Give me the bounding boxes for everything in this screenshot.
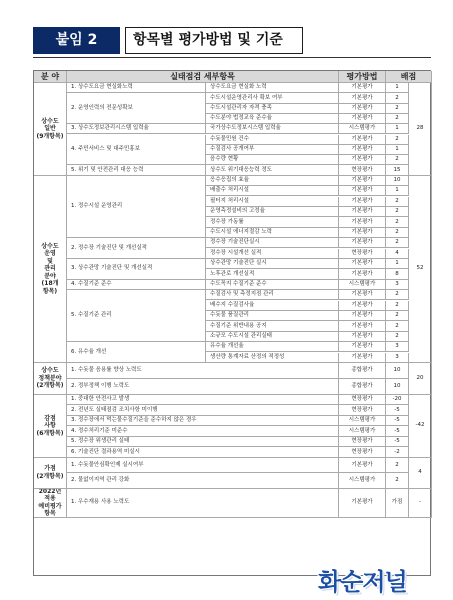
- header-score: 배점: [386, 71, 432, 83]
- method-cell: 기본평가: [339, 114, 386, 124]
- method-cell: 종합평가: [339, 379, 386, 395]
- sub-item: 정수장 가동률: [206, 217, 339, 227]
- method-cell: 기본평가: [339, 197, 386, 207]
- item-label: 2. 전년도 실태점검 조치사항 미이행: [67, 405, 339, 416]
- score-cell: 2: [386, 458, 409, 474]
- sub-item: 상수도 위기대응능력 정도: [206, 165, 339, 175]
- sub-item: 필터지 처리시설: [206, 197, 339, 207]
- method-cell: 기본평가: [339, 228, 386, 238]
- method-cell: 기본평가: [339, 135, 386, 145]
- category-cell: 상수도 정책분야 (2개항목): [34, 363, 67, 395]
- score-cell: 2: [386, 301, 409, 311]
- sub-item: 정수장 시설개선 실적: [206, 249, 339, 259]
- total-score-cell: 20: [409, 363, 432, 395]
- sub-item: 배수지 수질검사율: [206, 301, 339, 311]
- section-header: [33, 27, 428, 55]
- score-cell: 가점: [386, 489, 409, 518]
- item-label: 5. 정수장 위생관리 실태: [67, 437, 339, 448]
- method-cell: 기본평가: [339, 207, 386, 217]
- sub-item: 수돗물민원 건수: [206, 135, 339, 145]
- item-label: 6. 유수율 개선: [67, 342, 206, 363]
- page-title: 항목별 평가방법 및 기준: [125, 27, 303, 54]
- method-cell: 현장평가: [339, 249, 386, 259]
- score-cell: 10: [386, 379, 409, 395]
- method-cell: 기본평가: [339, 489, 386, 518]
- item-label: 1. 상수도요금 현실화노력: [67, 83, 206, 93]
- method-cell: 기본평가: [339, 93, 386, 103]
- header-category: 분 야: [34, 71, 67, 83]
- sub-item: 생산량 통계자료 산정의 적정성: [206, 353, 339, 363]
- score-cell: -5: [386, 426, 409, 437]
- score-cell: 1: [386, 186, 409, 196]
- score-cell: -5: [386, 437, 409, 448]
- category-cell: 상수도 일반 (9개항목): [34, 83, 67, 176]
- method-cell: 기본평가: [339, 301, 386, 311]
- total-score-cell: 4: [409, 458, 432, 489]
- attachment-badge: 붙임 2: [33, 27, 120, 54]
- category-cell: 상수도 운영 및 관리 분야 (18개 항목): [34, 176, 67, 363]
- score-cell: 2: [386, 93, 409, 103]
- method-cell: 현장평가: [339, 165, 386, 175]
- item-label: 4. 수질기준 준수: [67, 280, 206, 290]
- method-cell: 기본평가: [339, 238, 386, 248]
- item-label: 2. 정부정책 이행 노력도: [67, 379, 339, 395]
- item-label: 4. 주민서비스 및 대주민홍보: [67, 135, 206, 166]
- item-label: 4. 정수처리기준 미준수: [67, 426, 339, 437]
- method-cell: 기본평가: [339, 342, 386, 352]
- sub-item: 정수장 기술진단실시: [206, 238, 339, 248]
- score-cell: -5: [386, 416, 409, 427]
- item-label: 5. 수질기준 관리: [67, 290, 206, 342]
- score-cell: 2: [386, 207, 409, 217]
- method-cell: 시스템평가: [339, 473, 386, 489]
- header-items: 실태점검 세부항목: [67, 71, 339, 83]
- score-cell: 8: [386, 269, 409, 279]
- sub-item: 소규모 수도시설 관리실태: [206, 332, 339, 342]
- method-cell: 현장평가: [339, 405, 386, 416]
- sub-item: 응수응집의 효율: [206, 176, 339, 186]
- score-cell: 2: [386, 332, 409, 342]
- category-cell: 감점 사항 (6개항목): [34, 395, 67, 458]
- score-cell: -2: [386, 447, 409, 458]
- score-cell: 2: [386, 473, 409, 489]
- score-cell: 2: [386, 228, 409, 238]
- sub-item: 수도꼭지 수질기준 준수: [206, 280, 339, 290]
- score-cell: 15: [386, 165, 409, 175]
- score-cell: 3: [386, 342, 409, 352]
- total-score-cell: -: [409, 489, 432, 518]
- score-cell: 10: [386, 176, 409, 186]
- item-label: 1. 정수시설 운영관리: [67, 176, 206, 238]
- total-score-cell: 52: [409, 176, 432, 363]
- score-cell: 2: [386, 321, 409, 331]
- score-cell: 10: [386, 363, 409, 379]
- total-score-cell: -42: [409, 395, 432, 458]
- method-cell: 기본평가: [339, 332, 386, 342]
- item-label: 3. 상수도정보관리시스템 입력율: [67, 124, 206, 134]
- item-label: 2. 정수장 기술진단 및 개선실적: [67, 238, 206, 259]
- score-cell: 3: [386, 280, 409, 290]
- sub-item: 수도시설 에너지절감 노력: [206, 228, 339, 238]
- item-label: 2. 운영인력의 전문성확보: [67, 93, 206, 124]
- item-label: 6. 기술진단 결과용역 미실시: [67, 447, 339, 458]
- method-cell: 기본평가: [339, 145, 386, 155]
- sub-item: 상수도요금 현실화 노력: [206, 83, 339, 93]
- method-cell: 기본평가: [339, 104, 386, 114]
- score-cell: 2: [386, 135, 409, 145]
- method-cell: 종합평가: [339, 363, 386, 379]
- method-cell: 기본평가: [339, 353, 386, 363]
- item-label: 1. 수돗물 음용률 향상 노력도: [67, 363, 339, 379]
- method-cell: 시스템평가: [339, 416, 386, 427]
- score-cell: 4: [386, 249, 409, 259]
- method-cell: 현장평가: [339, 395, 386, 406]
- item-label: 1. 우수재용 사용 노력도: [67, 489, 339, 518]
- header-divider: [33, 57, 431, 58]
- sub-item: 국가상수도정보시스템 입력율: [206, 124, 339, 134]
- item-label: 1. 중대한 안전사고 발생: [67, 395, 339, 406]
- sub-item: 상수관망 기술진단 실시: [206, 259, 339, 269]
- method-cell: 시스템평가: [339, 124, 386, 134]
- method-cell: 기본평가: [339, 321, 386, 331]
- method-cell: 현장평가: [339, 437, 386, 448]
- score-cell: 2: [386, 104, 409, 114]
- method-cell: 기본평가: [339, 217, 386, 227]
- category-cell: 2022년 적용 예비평가 항목: [34, 489, 67, 518]
- sub-item: 수질검사 공개여부: [206, 145, 339, 155]
- sub-item: 수돗물 품질관리: [206, 311, 339, 321]
- method-cell: 기본평가: [339, 290, 386, 300]
- method-cell: 기본평가: [339, 83, 386, 93]
- score-cell: 1: [386, 259, 409, 269]
- method-cell: 기본평가: [339, 458, 386, 474]
- method-cell: 기본평가: [339, 259, 386, 269]
- item-label: 1. 수돗물안심확인제 실시여부: [67, 458, 339, 474]
- method-cell: 시스템평가: [339, 426, 386, 437]
- score-cell: 1: [386, 124, 409, 134]
- score-cell: 2: [386, 311, 409, 321]
- sub-item: 배출수 처리시설: [206, 186, 339, 196]
- evaluation-table: [33, 70, 431, 576]
- watermark-logo: 화순저널: [318, 568, 407, 596]
- sub-item: 음수량 현황: [206, 155, 339, 165]
- sub-item: 운영측정설비의 고정율: [206, 207, 339, 217]
- total-score-cell: 28: [409, 83, 432, 176]
- method-cell: 현장평가: [339, 447, 386, 458]
- method-cell: 기본평가: [339, 176, 386, 186]
- score-cell: 2: [386, 290, 409, 300]
- score-cell: 3: [386, 353, 409, 363]
- item-label: 5. 위기 및 안전관리 대응 능력: [67, 165, 206, 175]
- item-label: 3. 정수장에서 먹는물수질기준을 준수하지 않은 경우: [67, 416, 339, 427]
- score-cell: 2: [386, 197, 409, 207]
- method-cell: 기본평가: [339, 186, 386, 196]
- score-cell: -20: [386, 395, 409, 406]
- method-cell: 기본평가: [339, 269, 386, 279]
- sub-item: 유수율 개선율: [206, 342, 339, 352]
- item-label: 3. 상수관망 기술진단 및 개선실적: [67, 259, 206, 280]
- category-cell: 가점 (2개항목): [34, 458, 67, 489]
- method-cell: 기본평가: [339, 155, 386, 165]
- score-cell: 2: [386, 238, 409, 248]
- method-cell: 시스템평가: [339, 280, 386, 290]
- score-cell: 1: [386, 83, 409, 93]
- item-label: 2. 물없이지역 관리 강화: [67, 473, 339, 489]
- score-cell: 2: [386, 114, 409, 124]
- sub-item: 수질기준 위반내용 공지: [206, 321, 339, 331]
- score-cell: 2: [386, 155, 409, 165]
- score-cell: 2: [386, 217, 409, 227]
- score-cell: -5: [386, 405, 409, 416]
- method-cell: 기본평가: [339, 311, 386, 321]
- score-cell: 1: [386, 145, 409, 155]
- sub-item: 수도시설운영관리사 확보 여부: [206, 93, 339, 103]
- sub-item: 수도분야 법정교육 준수율: [206, 114, 339, 124]
- sub-item: 수도시설관리자 자격 충족: [206, 104, 339, 114]
- sub-item: 노후관로 개선실적: [206, 269, 339, 279]
- header-method: 평가방법: [339, 71, 386, 83]
- sub-item: 수질검사 및 측정지점 관리: [206, 290, 339, 300]
